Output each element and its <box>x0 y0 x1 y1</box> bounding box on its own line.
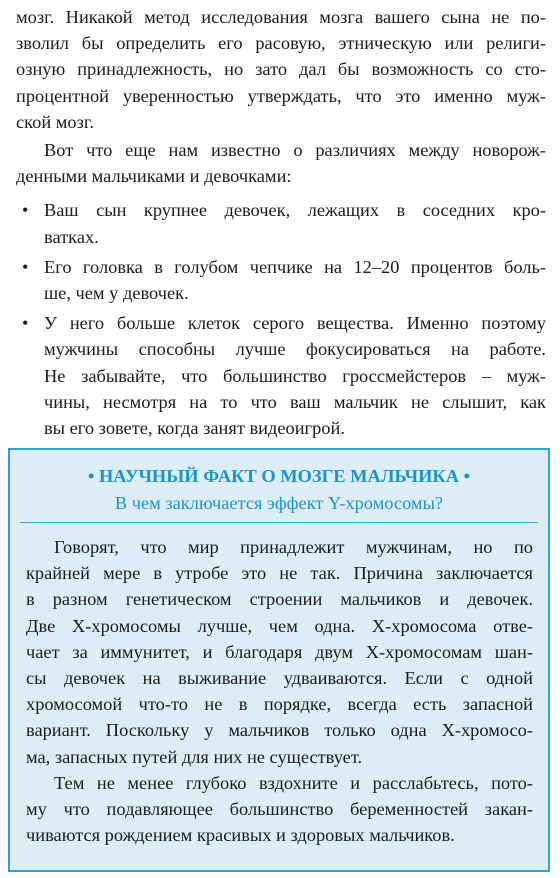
fact-box-divider <box>20 522 538 523</box>
text-line: Ваш сын крупнее девочек, лежащих в соседних кро- <box>44 200 546 221</box>
text-line: чает за иммунитет, и благодаря двум X-хромосомам шан- <box>26 641 533 662</box>
bullet-marker: • <box>22 256 29 277</box>
fact-paragraph-1 <box>26 534 533 770</box>
text-line: ма, запасных путей для них не существует. <box>26 746 363 767</box>
science-fact-box <box>8 448 550 872</box>
text-line: Говорят, что мир принадлежит мужчинам, но по <box>54 537 533 557</box>
text-line: зволил бы определить его расовую, этническую или религи- <box>16 33 546 54</box>
lead-paragraph <box>16 137 546 189</box>
text-line: чины, несмотря на то что ваш мальчик не слышит, как <box>44 391 546 412</box>
text-line: денными мальчиками и девочками: <box>16 166 292 187</box>
text-line: процентной уверенностью утверждать, что это именно муж- <box>16 85 546 106</box>
text-line: мозг. Никакой метод исследования мозга вашего сына не по- <box>16 7 546 27</box>
text-line: Вот что еще нам известно о различиях между новорож- <box>44 140 546 161</box>
list-item <box>16 254 546 306</box>
bullet-marker: • <box>22 200 29 221</box>
text-line: Две X-хромосомы лучше, чем одна. X-хромосома отве- <box>26 615 533 636</box>
text-line: У него больше клеток серого вещества. Именно поэтому <box>44 313 546 334</box>
fact-paragraph-2 <box>26 770 533 849</box>
text-line: вы его зовете, когда занят видеоигрой. <box>44 418 345 439</box>
main-text <box>16 4 546 445</box>
text-line: Тем не менее глубоко вздохните и расслабьтесь, пото- <box>54 772 533 793</box>
bullet-list <box>16 197 546 441</box>
text-line: му что подавляющее большинство беременностей закан- <box>26 799 533 820</box>
text-line: вариант. Поскольку у мальчиков только одна X-хромосо- <box>26 720 533 741</box>
fact-box-body <box>26 534 533 848</box>
fact-box-title: • НАУЧНЫЙ ФАКТ О МОЗГЕ МАЛЬЧИКА • <box>87 466 471 486</box>
text-line: сы девочек на выживание удваиваются. Если с одной <box>26 668 533 689</box>
text-line: озную принадлежность, но зато дал бы возможность со сто- <box>16 59 546 80</box>
text-line: в разном генетическом строении мальчиков и девочек. <box>26 589 533 610</box>
intro-paragraph <box>16 4 546 135</box>
text-line: Его головка в голубом чепчике на 12–20 процентов боль- <box>44 256 546 277</box>
text-line: ской мозг. <box>16 111 94 132</box>
list-item <box>16 310 546 441</box>
text-line: крайней мере в утробе это не так. Причина заключается <box>26 563 533 584</box>
text-line: чиваются рождением красивых и здоровых мальчиков. <box>26 825 455 846</box>
fact-box-subtitle: В чем заключается эффект Y-хромосомы? <box>114 493 444 513</box>
text-line: мужчины способны лучше фокусироваться на работе. <box>44 339 546 360</box>
text-line: Не забывайте, что большинство гроссмейстеров – муж- <box>44 365 546 386</box>
list-item <box>16 197 546 249</box>
text-line: ватках. <box>44 226 99 247</box>
text-line: хромосомой что-то не в порядке, всегда есть запасной <box>26 694 533 715</box>
bullet-marker: • <box>22 313 29 334</box>
text-line: ше, чем у девочек. <box>44 283 189 304</box>
